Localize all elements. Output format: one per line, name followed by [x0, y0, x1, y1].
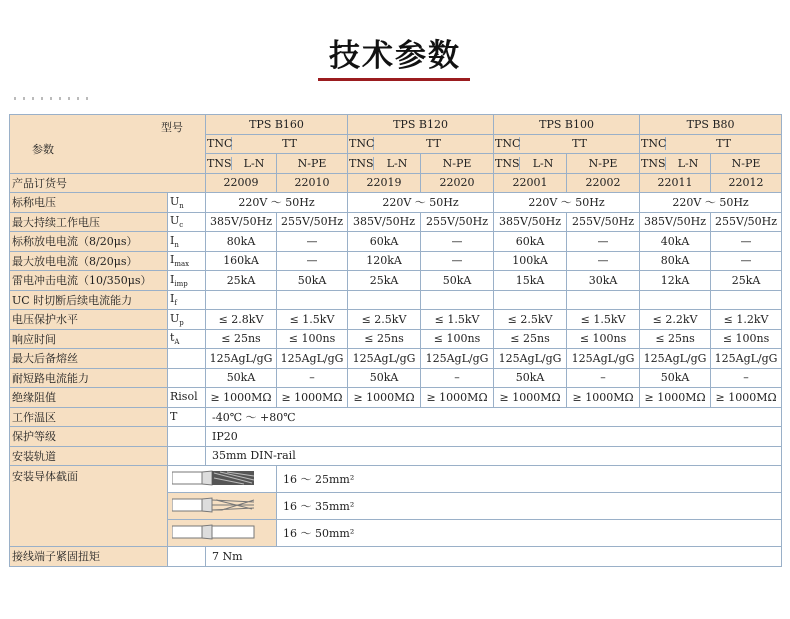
symbol-main: I — [170, 272, 175, 286]
param-row — [10, 368, 782, 388]
cross-section-label: 安装导体截面 — [10, 466, 168, 547]
order-code: 22012 — [711, 173, 782, 193]
page-title: 技术参数 — [329, 38, 461, 74]
param-value: 385V/50Hz — [640, 212, 711, 232]
param-label: 最大持续工作电压 — [10, 212, 168, 232]
param-value: 60kA — [348, 232, 421, 252]
symbol-sub: max — [174, 260, 190, 269]
param-value: 40kA — [640, 232, 711, 252]
ln-label: L-N — [386, 156, 408, 170]
param-value: 125AgL/gG — [348, 349, 421, 369]
solid-wire-icon — [172, 531, 256, 544]
ln-label: L-N — [243, 156, 265, 170]
param-value: — — [421, 251, 494, 271]
param-value: — — [567, 251, 640, 271]
param-value — [711, 290, 782, 310]
param-value: ≥ 1000MΩ — [711, 388, 782, 408]
param-value: 220V ～ 50Hz — [640, 193, 782, 213]
param-row — [10, 329, 782, 349]
order-code: 22002 — [567, 173, 640, 193]
symbol-sub: n — [179, 201, 184, 210]
param-value: — — [711, 251, 782, 271]
common-row — [10, 427, 782, 447]
param-value: — — [711, 232, 782, 252]
param-value: ≤ 1.5kV — [277, 310, 348, 330]
param-value: 50kA — [421, 271, 494, 291]
npe-label: N-PE — [711, 154, 782, 174]
param-value: – — [567, 368, 640, 388]
tns-label: TNS — [349, 156, 374, 170]
model-param-header — [10, 115, 206, 174]
wire-image — [168, 466, 277, 493]
cross-section-value: 16 ～ 50mm² — [277, 520, 782, 547]
param-row — [10, 388, 782, 408]
tns-label: TNS — [641, 156, 666, 170]
param-value: 15kA — [494, 271, 567, 291]
param-label: 保护等级 — [10, 427, 168, 447]
param-value: ≤ 2.5kV — [494, 310, 567, 330]
param-value: 125AgL/gG — [206, 349, 277, 369]
param-row — [10, 310, 782, 330]
param-value: 30kA — [567, 271, 640, 291]
param-value: 125AgL/gG — [494, 349, 567, 369]
param-value: ≤ 2.2kV — [640, 310, 711, 330]
param-symbol — [168, 388, 206, 408]
param-symbol — [168, 446, 206, 466]
param-value: ≤ 25ns — [206, 329, 277, 349]
decorative-dots — [14, 97, 94, 100]
param-value: 50kA — [494, 368, 567, 388]
param-value: ≥ 1000MΩ — [640, 388, 711, 408]
param-label: 参数 — [32, 143, 54, 156]
param-value — [206, 290, 277, 310]
model-header: TPS B120 — [348, 115, 494, 135]
ln-label: L-N — [532, 156, 554, 170]
order-code: 22020 — [421, 173, 494, 193]
param-value: 50kA — [277, 271, 348, 291]
param-label: 工作温区 — [10, 407, 168, 427]
stranded-wire-icon — [172, 477, 256, 490]
param-label: UC 时切断后续电流能力 — [10, 290, 168, 310]
param-symbol — [168, 349, 206, 369]
tnc-label: TNC — [207, 137, 233, 151]
system-cell — [348, 154, 421, 174]
param-value: 80kA — [640, 251, 711, 271]
param-label: 绝缘阻值 — [10, 388, 168, 408]
param-symbol — [168, 547, 206, 567]
param-value — [421, 290, 494, 310]
param-label: 耐短路电流能力 — [10, 368, 168, 388]
param-value: ≥ 1000MΩ — [348, 388, 421, 408]
tnc-label: TNC — [349, 137, 375, 151]
tt-label: TT — [282, 137, 297, 151]
param-row — [10, 349, 782, 369]
param-value: 80kA — [206, 232, 277, 252]
order-label: 产品订货号 — [10, 173, 206, 193]
symbol-main: I — [170, 292, 175, 306]
param-row — [10, 290, 782, 310]
param-row — [10, 271, 782, 291]
param-symbol — [168, 232, 206, 252]
param-value: ≤ 100ns — [277, 329, 348, 349]
param-value: — — [421, 232, 494, 252]
system-cell — [494, 154, 567, 174]
param-value — [494, 290, 567, 310]
param-label: 最大后备熔丝 — [10, 349, 168, 369]
param-row — [10, 193, 782, 213]
flexible-wire-icon — [172, 504, 256, 517]
cross-section-value: 16 ～ 35mm² — [277, 493, 782, 520]
param-value: 220V ～ 50Hz — [348, 193, 494, 213]
system-cell — [494, 134, 640, 154]
param-value: 125AgL/gG — [711, 349, 782, 369]
param-value: ≤ 2.8kV — [206, 310, 277, 330]
param-label: 标称放电电流（8/20μs） — [10, 232, 168, 252]
order-code: 22001 — [494, 173, 567, 193]
symbol-sub: A — [174, 338, 180, 347]
param-symbol — [168, 427, 206, 447]
param-row — [10, 251, 782, 271]
param-value: 12kA — [640, 271, 711, 291]
symbol-main: t — [170, 331, 175, 345]
symbol-sub: imp — [174, 279, 188, 288]
system-cell — [348, 134, 494, 154]
common-row — [10, 407, 782, 427]
param-value: 160kA — [206, 251, 277, 271]
param-value: ≤ 2.5kV — [348, 310, 421, 330]
param-value: 220V ～ 50Hz — [494, 193, 640, 213]
ln-label: L-N — [677, 156, 699, 170]
order-code: 22010 — [277, 173, 348, 193]
param-value: 255V/50Hz — [421, 212, 494, 232]
symbol-main: U — [170, 194, 180, 208]
system-cell — [640, 134, 782, 154]
param-value: ≤ 25ns — [640, 329, 711, 349]
tt-label: TT — [716, 137, 731, 151]
param-value: ≥ 1000MΩ — [421, 388, 494, 408]
common-row — [10, 446, 782, 466]
order-row — [10, 173, 782, 193]
param-value: 50kA — [640, 368, 711, 388]
param-value: 25kA — [348, 271, 421, 291]
symbol-sub: c — [179, 221, 184, 230]
common-value: IP20 — [206, 427, 782, 447]
tnc-label: TNC — [641, 137, 667, 151]
param-value: 385V/50Hz — [348, 212, 421, 232]
param-symbol — [168, 329, 206, 349]
tnc-label: TNC — [495, 137, 521, 151]
model-label: 型号 — [161, 121, 183, 134]
model-header: TPS B100 — [494, 115, 640, 135]
order-code: 22019 — [348, 173, 421, 193]
torque-value: 7 Nm — [206, 547, 782, 567]
param-value: ≥ 1000MΩ — [494, 388, 567, 408]
param-value: ≥ 1000MΩ — [567, 388, 640, 408]
param-value: 220V ～ 50Hz — [206, 193, 348, 213]
param-value: 125AgL/gG — [277, 349, 348, 369]
param-label: 电压保护水平 — [10, 310, 168, 330]
cross-section-value: 16 ～ 25mm² — [277, 466, 782, 493]
symbol-sub: n — [174, 240, 179, 249]
npe-label: N-PE — [277, 154, 348, 174]
param-value: 125AgL/gG — [567, 349, 640, 369]
param-symbol — [168, 290, 206, 310]
param-value — [277, 290, 348, 310]
param-value — [348, 290, 421, 310]
param-value: 25kA — [711, 271, 782, 291]
param-value: – — [711, 368, 782, 388]
param-value: — — [277, 251, 348, 271]
symbol-main: U — [170, 214, 180, 228]
symbol-main: Risol — [170, 389, 198, 403]
title-underline — [318, 78, 470, 81]
tt-label: TT — [426, 137, 441, 151]
system-cell — [640, 154, 711, 174]
param-value: ≤ 100ns — [421, 329, 494, 349]
param-value: 25kA — [206, 271, 277, 291]
param-label: 安装轨道 — [10, 446, 168, 466]
param-row — [10, 232, 782, 252]
param-value: ≤ 100ns — [567, 329, 640, 349]
tns-label: TNS — [495, 156, 520, 170]
common-value: -40℃ ～ +80℃ — [206, 407, 782, 427]
model-header: TPS B80 — [640, 115, 782, 135]
param-value: – — [421, 368, 494, 388]
wire-image — [168, 493, 277, 520]
param-value: ≥ 1000MΩ — [206, 388, 277, 408]
param-value: ≤ 1.5kV — [421, 310, 494, 330]
order-code: 22011 — [640, 173, 711, 193]
param-value: ≥ 1000MΩ — [277, 388, 348, 408]
param-symbol — [168, 251, 206, 271]
param-value: ≤ 100ns — [711, 329, 782, 349]
symbol-main: I — [170, 253, 175, 267]
common-value: 35mm DIN-rail — [206, 446, 782, 466]
system-cell — [206, 134, 348, 154]
torque-row — [10, 547, 782, 567]
symbol-main: I — [170, 233, 175, 247]
param-value: 255V/50Hz — [711, 212, 782, 232]
wire-image — [168, 520, 277, 547]
param-value: 125AgL/gG — [421, 349, 494, 369]
tns-label: TNS — [207, 156, 232, 170]
param-value: ≤ 25ns — [494, 329, 567, 349]
tt-label: TT — [572, 137, 587, 151]
param-symbol — [168, 193, 206, 213]
spec-table — [9, 114, 782, 567]
param-value: ≤ 1.5kV — [567, 310, 640, 330]
param-symbol — [168, 271, 206, 291]
symbol-sub: p — [179, 318, 184, 327]
header-row — [10, 115, 782, 135]
npe-label: N-PE — [567, 154, 640, 174]
model-header: TPS B160 — [206, 115, 348, 135]
param-value: 385V/50Hz — [206, 212, 277, 232]
param-value — [567, 290, 640, 310]
param-value: ≤ 25ns — [348, 329, 421, 349]
param-value: 385V/50Hz — [494, 212, 567, 232]
param-value: — — [567, 232, 640, 252]
param-value: ≤ 1.2kV — [711, 310, 782, 330]
param-label: 响应时间 — [10, 329, 168, 349]
param-row — [10, 212, 782, 232]
param-value: 255V/50Hz — [277, 212, 348, 232]
param-value: 60kA — [494, 232, 567, 252]
param-value: 255V/50Hz — [567, 212, 640, 232]
param-value: – — [277, 368, 348, 388]
param-symbol — [168, 212, 206, 232]
system-cell — [206, 154, 277, 174]
param-label: 标称电压 — [10, 193, 168, 213]
param-symbol — [168, 368, 206, 388]
param-symbol — [168, 310, 206, 330]
param-label: 雷电冲击电流（10/350μs） — [10, 271, 168, 291]
cross-section-row — [10, 466, 782, 493]
order-code: 22009 — [206, 173, 277, 193]
param-label: 最大放电电流（8/20μs） — [10, 251, 168, 271]
param-value: 50kA — [348, 368, 421, 388]
npe-label: N-PE — [421, 154, 494, 174]
param-value: 100kA — [494, 251, 567, 271]
symbol-main: U — [170, 311, 180, 325]
symbol-sub: f — [174, 299, 177, 308]
param-value — [640, 290, 711, 310]
param-symbol: T — [168, 407, 206, 427]
param-value: 125AgL/gG — [640, 349, 711, 369]
param-label: 接线端子紧固扭矩 — [10, 547, 168, 567]
param-value: 120kA — [348, 251, 421, 271]
param-value: — — [277, 232, 348, 252]
param-value: 50kA — [206, 368, 277, 388]
